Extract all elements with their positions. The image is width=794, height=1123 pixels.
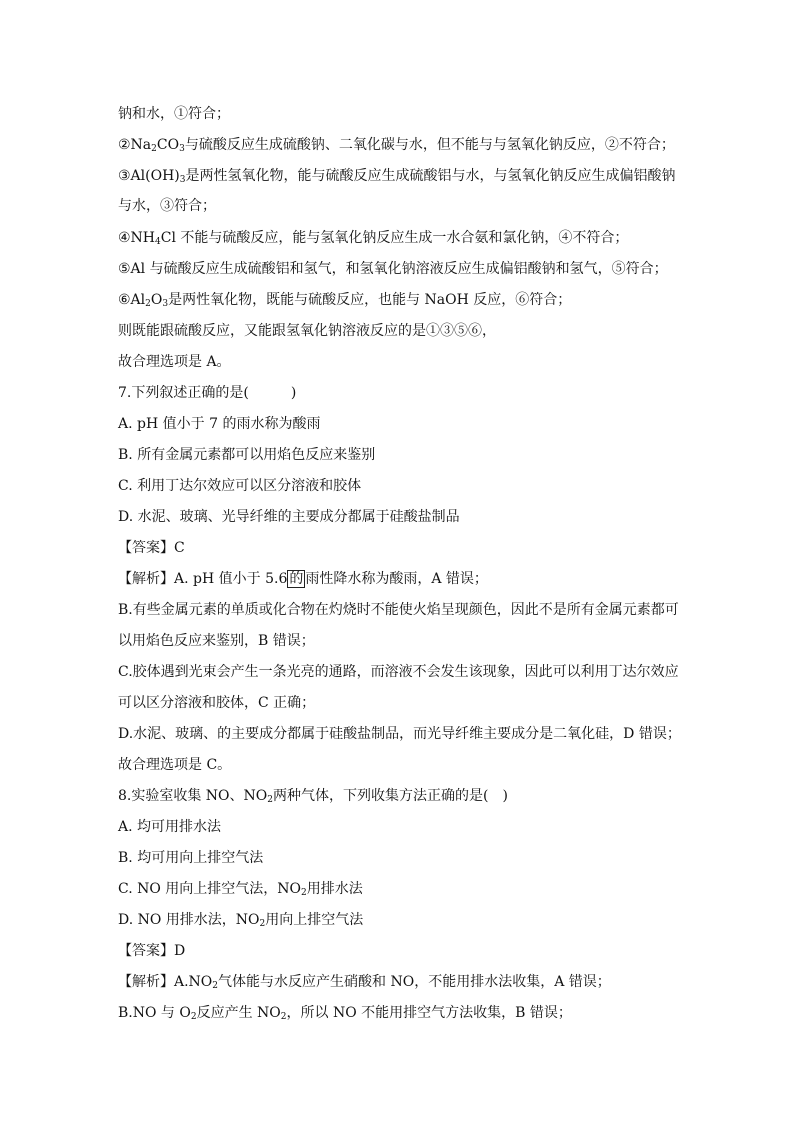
text: 可以区分溶液和胶体，C 正确； [118, 695, 316, 711]
option-c [118, 879, 363, 899]
text: 钠和水，①符合； [118, 106, 230, 122]
text-line [118, 352, 231, 372]
text: D.水泥、玻璃、的主要成分都属于硅酸盐制品，而光导纤维主要成分是二氧化硅，D 错误； [118, 726, 681, 742]
explanation-line [118, 631, 315, 651]
text: 【解析】A. pH 值小于 5.6 [118, 571, 288, 587]
text-line [118, 166, 675, 186]
text: 雨性降水称为酸雨，A 错误； [305, 571, 488, 587]
text-line [118, 135, 675, 155]
text: 7.下列叙述正确的是( ) [118, 385, 297, 401]
option-a [118, 414, 320, 434]
text: C. 利用丁达尔效应可以区分溶液和胶体 [118, 478, 362, 494]
text: D. 水泥、玻璃、光导纤维的主要成分都属于硅酸盐制品 [118, 509, 460, 525]
subscript: 2 [280, 1012, 287, 1022]
text: 则既能跟硫酸反应，又能跟氢氧化钠溶液反应的是①③⑤⑥， [118, 323, 496, 339]
subscript: 4 [155, 237, 161, 247]
text-line [118, 196, 216, 216]
option-b [118, 445, 375, 465]
subscript: 2 [267, 795, 273, 805]
text-line [118, 228, 628, 248]
explanation-line [118, 600, 679, 620]
option-b [118, 848, 263, 868]
explanation-line [118, 1003, 572, 1023]
text: 与水，③符合； [118, 198, 216, 214]
text: A. 均可用排水法 [118, 819, 222, 835]
text: 用排水法 [306, 881, 363, 897]
text-line [118, 290, 571, 310]
text: 两种气体，下列收集方法正确的是( ) [273, 788, 508, 804]
subscript: 2 [151, 144, 157, 154]
text: 用向上排空气法 [265, 912, 364, 928]
text: 是两性氧化物，既能与硫酸反应，也能与 NaOH 反应，⑥符合； [168, 292, 572, 308]
question-7 [118, 383, 296, 403]
text: B.NO 与 O [118, 1005, 191, 1021]
option-d [118, 910, 363, 930]
option-d [118, 507, 460, 527]
explanation-line [118, 724, 681, 744]
text: 【解析】A.NO [118, 974, 213, 990]
text: 8.实验室收集 NO、NO [118, 788, 268, 804]
text: ④NH [118, 230, 156, 246]
explanation-line [118, 972, 611, 992]
subscript: 2 [301, 888, 307, 898]
text: 是两性氢氧化物，能与硫酸反应生成硫酸铝与水，与氢氧化钠反应生成偏铝酸钠 [185, 168, 676, 184]
text: 故合理选项是 A。 [118, 354, 231, 370]
answer-line [118, 941, 185, 961]
text: 与硫酸反应生成硫酸钠、二氧化碳与水，但不能与与氢氧化钠反应，②不符合； [184, 137, 675, 153]
explanation-line [118, 569, 488, 589]
text: 气体能与水反应产生硝酸和 NO，不能用排水法收集，A 错误； [218, 974, 611, 990]
subscript: 2 [145, 299, 151, 309]
text: ，所以 NO 不能用排空气方法收集，B 错误； [286, 1005, 572, 1021]
explanation-line [118, 693, 315, 713]
subscript: 3 [179, 175, 186, 185]
option-a [118, 817, 221, 837]
text: B. 均可用向上排空气法 [118, 850, 264, 866]
text: 反应产生 NO [196, 1005, 281, 1021]
text: 以用焰色反应来鉴别，B 错误； [118, 633, 315, 649]
option-c [118, 476, 361, 496]
text-line [118, 104, 230, 124]
text: ⑤Al 与硫酸反应生成硫酸铝和氢气，和氢氧化钠溶液反应生成偏铝酸钠和氢气，⑤符合； [118, 261, 668, 277]
question-8 [118, 786, 508, 806]
text: Cl 不能与硫酸反应，能与氢氧化钠反应生成一水合氨和氯化钠，④不符合； [160, 230, 629, 246]
explanation-line [118, 662, 679, 682]
text: ③Al(OH) [118, 168, 180, 184]
subscript: 2 [259, 919, 266, 929]
text: 故合理选项是 C。 [118, 757, 232, 773]
text: A. pH 值小于 7 的雨水称为酸雨 [118, 416, 321, 432]
text: C. NO 用向上排空气法，NO [118, 881, 302, 897]
text-line [118, 259, 668, 279]
text: O [150, 292, 163, 308]
text-line [118, 321, 496, 341]
text: ⑥Al [118, 292, 146, 308]
answer-line [118, 538, 185, 558]
text: CO [156, 137, 180, 153]
subscript: 2 [190, 1012, 197, 1022]
subscript: 2 [212, 981, 219, 991]
text: 【答案】C [118, 540, 185, 556]
subscript: 3 [162, 299, 169, 309]
text: C.胶体遇到光束会产生一条光亮的通路，而溶液不会发生该现象，因此可以利用丁达尔效应 [118, 664, 679, 680]
text: ②Na [118, 137, 152, 153]
text: B.有些金属元素的单质或化合物在灼烧时不能使火焰呈现颜色，因此不是所有金属元素都可 [118, 602, 679, 618]
text: D. NO 用排水法，NO [118, 912, 260, 928]
boxed-char: 的 [289, 571, 304, 587]
subscript: 3 [179, 144, 185, 154]
text: B. 所有金属元素都可以用焰色反应来鉴别 [118, 447, 376, 463]
explanation-line [118, 755, 231, 775]
text: 【答案】D [118, 943, 186, 959]
